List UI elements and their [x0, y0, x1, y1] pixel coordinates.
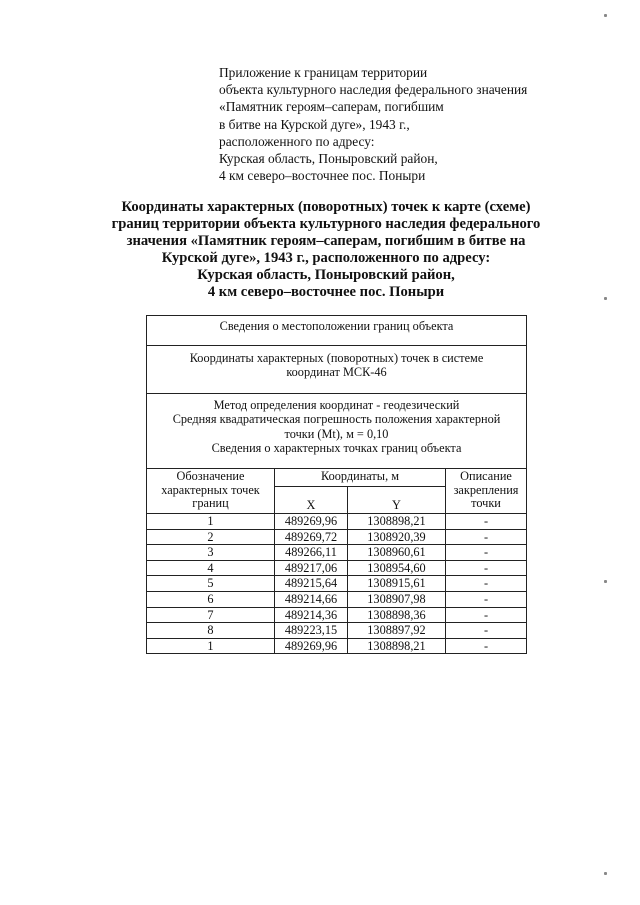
y-coordinate: 1308920,39 — [348, 529, 446, 545]
table-row — [147, 591, 527, 607]
fixing-description: - — [446, 560, 527, 576]
x-coordinate: 489269,72 — [275, 529, 348, 545]
title-line: Курская область, Поныровский район, — [197, 267, 455, 283]
title-line: границ территории объекта культурного наследия федерального — [111, 216, 541, 232]
document-title — [96, 199, 556, 301]
y-coordinate: 1308915,61 — [348, 576, 446, 592]
designation-header-text: границ — [192, 496, 229, 511]
point-number: 2 — [147, 529, 275, 545]
x-coordinate: 489217,06 — [275, 560, 348, 576]
x-coordinate: 489266,11 — [275, 545, 348, 561]
appendix-line: в битве на Курской дуге», 1943 г., — [219, 116, 410, 132]
coordinates-header: Координаты, м — [275, 469, 446, 487]
appendix-line: 4 км северо–восточнее пос. Поныри — [219, 168, 426, 184]
designation-header-text: Обозначение — [176, 469, 245, 483]
point-number: 8 — [147, 623, 275, 639]
coord-system-text: Координаты характерных (поворотных) точек в системе — [189, 351, 484, 365]
method-text: точки (Mt), м = 0,10 — [284, 426, 389, 441]
table-row — [147, 560, 527, 576]
fixing-description: - — [446, 623, 527, 639]
y-coordinate: 1308907,98 — [348, 591, 446, 607]
coord-system-cell — [147, 346, 527, 394]
table-row — [147, 576, 527, 592]
appendix-line: объекта культурного наследия федерального значения — [219, 82, 528, 98]
x-coordinate: 489223,15 — [275, 623, 348, 639]
y-coordinate: 1308960,61 — [348, 545, 446, 561]
point-number: 1 — [147, 638, 275, 654]
point-number: 7 — [147, 607, 275, 623]
table-row — [147, 529, 527, 545]
table-row — [147, 638, 527, 654]
title-line: 4 км северо–восточнее пос. Поныри — [207, 284, 445, 300]
x-coordinate: 489269,96 — [275, 638, 348, 654]
scan-speck — [604, 14, 607, 17]
fixing-description: - — [446, 607, 527, 623]
fixing-description: - — [446, 638, 527, 654]
description-header-text: Описание — [460, 469, 512, 483]
description-header-text: закрепления — [453, 482, 519, 497]
point-number: 5 — [147, 576, 275, 592]
description-header-text: точки — [471, 496, 501, 511]
table-row — [147, 545, 527, 561]
boundary-points-table — [146, 315, 527, 654]
fixing-description: - — [446, 576, 527, 592]
method-text: Сведения о характерных точках границ объекта — [211, 441, 462, 456]
method-cell — [147, 394, 527, 469]
y-coordinate: 1308898,21 — [348, 638, 446, 654]
table-row — [147, 623, 527, 639]
table-row — [147, 514, 527, 530]
appendix-line: Курская область, Поныровский район, — [219, 150, 438, 166]
location-section-row — [147, 316, 527, 346]
fixing-description: - — [446, 514, 527, 530]
y-coordinate: 1308898,36 — [348, 607, 446, 623]
appendix-line: Приложение к границам территории — [219, 65, 428, 80]
point-number: 3 — [147, 545, 275, 561]
x-coordinate: 489269,96 — [275, 514, 348, 530]
y-coordinate: 1308954,60 — [348, 560, 446, 576]
scan-speck — [604, 297, 607, 300]
scan-speck — [604, 872, 607, 875]
designation-header — [147, 469, 275, 514]
table-row — [147, 607, 527, 623]
fixing-description: - — [446, 545, 527, 561]
appendix-header — [219, 64, 599, 184]
x-coordinate: 489214,36 — [275, 607, 348, 623]
point-number: 1 — [147, 514, 275, 530]
title-line: Координаты характерных (поворотных) точек к карте (схеме) — [121, 199, 531, 215]
point-number: 6 — [147, 591, 275, 607]
coord-system-text: координат МСК-46 — [286, 365, 387, 380]
x-header: X — [275, 487, 348, 514]
coord-system-row — [147, 346, 527, 394]
y-coordinate: 1308897,92 — [348, 623, 446, 639]
scan-speck — [604, 580, 607, 583]
method-row — [147, 394, 527, 469]
designation-header-text: характерных точек — [161, 482, 260, 497]
method-text: Средняя квадратическая погрешность положения характерной — [172, 412, 501, 427]
title-line: значения «Памятник героям–саперам, погибшим в битве на — [126, 233, 526, 249]
title-line: Курской дуге», 1943 г., расположенного по адресу: — [161, 250, 491, 266]
appendix-line: «Памятник героям–саперам, погибшим — [219, 99, 444, 115]
x-coordinate: 489214,66 — [275, 591, 348, 607]
y-header: Y — [348, 487, 446, 514]
fixing-description: - — [446, 529, 527, 545]
location-header: Сведения о местоположении границ объекта — [147, 316, 527, 346]
column-header-row — [147, 469, 527, 487]
x-coordinate: 489215,64 — [275, 576, 348, 592]
fixing-description: - — [446, 591, 527, 607]
method-text: Метод определения координат - геодезический — [213, 398, 460, 412]
appendix-line: расположенного по адресу: — [219, 133, 375, 149]
description-header — [446, 469, 527, 514]
point-number: 4 — [147, 560, 275, 576]
y-coordinate: 1308898,21 — [348, 514, 446, 530]
